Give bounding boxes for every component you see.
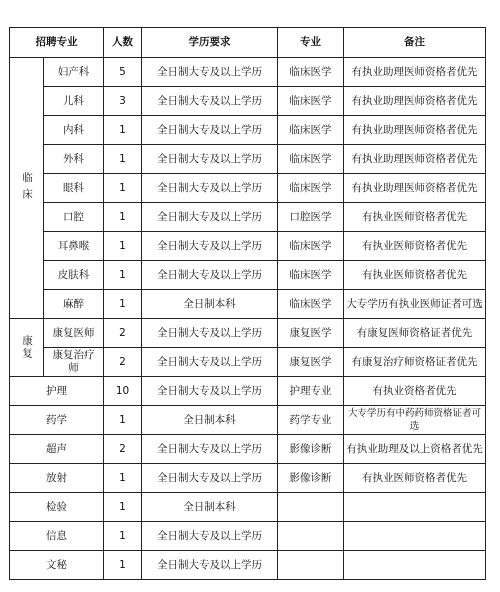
education-cell: 全日制大专及以上学历 <box>142 464 278 493</box>
education-cell: 全日制大专及以上学历 <box>142 203 278 232</box>
count-cell: 2 <box>104 348 142 377</box>
dept-cell: 眼科 <box>44 174 104 203</box>
specialty-cell: 影像诊断 <box>278 435 344 464</box>
count-cell: 1 <box>104 203 142 232</box>
education-cell: 全日制大专及以上学历 <box>142 319 278 348</box>
table-row <box>10 522 486 551</box>
education-cell: 全日制大专及以上学历 <box>142 87 278 116</box>
education-cell: 全日制大专及以上学历 <box>142 377 278 406</box>
specialty-cell: 临床医学 <box>278 290 344 319</box>
count-cell: 1 <box>104 116 142 145</box>
dept-cell: 护理 <box>10 377 104 406</box>
dept-cell: 外科 <box>44 145 104 174</box>
specialty-cell: 护理专业 <box>278 377 344 406</box>
table-row <box>10 348 486 377</box>
count-cell: 5 <box>104 58 142 87</box>
remarks-cell: 有执业助理医师资格者优先 <box>344 174 486 203</box>
count-cell: 1 <box>104 406 142 435</box>
table-row <box>10 145 486 174</box>
specialty-cell: 影像诊断 <box>278 464 344 493</box>
remarks-cell <box>344 522 486 551</box>
specialty-cell: 临床医学 <box>278 261 344 290</box>
remarks-cell: 有执业资格者优先 <box>344 377 486 406</box>
remarks-cell: 有执业医师资格者优先 <box>344 232 486 261</box>
specialty-cell: 临床医学 <box>278 174 344 203</box>
education-cell: 全日制大专及以上学历 <box>142 232 278 261</box>
education-cell: 全日制大专及以上学历 <box>142 116 278 145</box>
education-cell: 全日制本科 <box>142 290 278 319</box>
education-cell: 全日制大专及以上学历 <box>142 145 278 174</box>
dept-cell: 麻醉 <box>44 290 104 319</box>
count-cell: 2 <box>104 319 142 348</box>
group-clinical: 临床 <box>10 58 44 319</box>
count-cell: 1 <box>104 145 142 174</box>
dept-cell: 儿科 <box>44 87 104 116</box>
header-remarks: 备注 <box>344 28 486 58</box>
specialty-cell: 临床医学 <box>278 58 344 87</box>
dept-cell: 皮肤科 <box>44 261 104 290</box>
dept-cell: 信息 <box>10 522 104 551</box>
dept-cell: 康复医师 <box>44 319 104 348</box>
dept-cell: 放射 <box>10 464 104 493</box>
recruitment-table <box>9 27 486 580</box>
count-cell: 3 <box>104 87 142 116</box>
table-row <box>10 493 486 522</box>
dept-cell: 口腔 <box>44 203 104 232</box>
dept-cell: 妇产科 <box>44 58 104 87</box>
specialty-cell: 临床医学 <box>278 87 344 116</box>
header-education: 学历要求 <box>142 28 278 58</box>
specialty-cell: 口腔医学 <box>278 203 344 232</box>
header-row <box>10 28 486 58</box>
remarks-cell <box>344 493 486 522</box>
remarks-cell: 大专学历有执业医师证者可选 <box>344 290 486 319</box>
specialty-cell: 药学专业 <box>278 406 344 435</box>
table-row <box>10 377 486 406</box>
education-cell: 全日制大专及以上学历 <box>142 435 278 464</box>
education-cell: 全日制大专及以上学历 <box>142 551 278 580</box>
count-cell: 1 <box>104 551 142 580</box>
education-cell: 全日制大专及以上学历 <box>142 58 278 87</box>
education-cell: 全日制本科 <box>142 493 278 522</box>
dept-cell: 超声 <box>10 435 104 464</box>
remarks-cell: 有执业助理及以上资格者优先 <box>344 435 486 464</box>
count-cell: 10 <box>104 377 142 406</box>
specialty-cell: 康复医学 <box>278 348 344 377</box>
table-row <box>10 87 486 116</box>
count-cell: 1 <box>104 290 142 319</box>
education-cell: 全日制本科 <box>142 406 278 435</box>
remarks-cell: 有执业医师资格者优先 <box>344 203 486 232</box>
table-row <box>10 290 486 319</box>
education-cell: 全日制大专及以上学历 <box>142 261 278 290</box>
remarks-cell: 有康复医师资格证者优先 <box>344 319 486 348</box>
remarks-cell <box>344 551 486 580</box>
dept-cell: 检验 <box>10 493 104 522</box>
remarks-cell: 有康复治疗师资格证者优先 <box>344 348 486 377</box>
count-cell: 2 <box>104 435 142 464</box>
table-row <box>10 232 486 261</box>
remarks-cell: 有执业助理医师资格者优先 <box>344 116 486 145</box>
table-row <box>10 319 486 348</box>
education-cell: 全日制大专及以上学历 <box>142 348 278 377</box>
remarks-cell: 有执业助理医师资格者优先 <box>344 58 486 87</box>
count-cell: 1 <box>104 464 142 493</box>
dept-cell: 康复治疗师 <box>44 348 104 377</box>
count-cell: 1 <box>104 522 142 551</box>
table-row <box>10 261 486 290</box>
table-row <box>10 58 486 87</box>
group-rehab: 康复 <box>10 319 44 377</box>
remarks-cell: 有执业助理医师资格者优先 <box>344 145 486 174</box>
education-cell: 全日制大专及以上学历 <box>142 174 278 203</box>
count-cell: 1 <box>104 493 142 522</box>
header-major: 招聘专业 <box>10 28 104 58</box>
table-row <box>10 464 486 493</box>
table-row <box>10 203 486 232</box>
header-count: 人数 <box>104 28 142 58</box>
table-row <box>10 435 486 464</box>
remarks-cell: 有执业助理医师资格者优先 <box>344 87 486 116</box>
remarks-cell: 大专学历有中药药师资格证者可选 <box>344 406 486 435</box>
count-cell: 1 <box>104 232 142 261</box>
dept-cell: 文秘 <box>10 551 104 580</box>
specialty-cell: 临床医学 <box>278 232 344 261</box>
remarks-cell: 有执业医师资格者优先 <box>344 464 486 493</box>
table-row <box>10 551 486 580</box>
dept-cell: 药学 <box>10 406 104 435</box>
table-row <box>10 174 486 203</box>
specialty-cell <box>278 493 344 522</box>
specialty-cell <box>278 522 344 551</box>
specialty-cell: 康复医学 <box>278 319 344 348</box>
table-row <box>10 406 486 435</box>
remarks-cell: 有执业医师资格者优先 <box>344 261 486 290</box>
specialty-cell <box>278 551 344 580</box>
dept-cell: 内科 <box>44 116 104 145</box>
specialty-cell: 临床医学 <box>278 116 344 145</box>
count-cell: 1 <box>104 174 142 203</box>
dept-cell: 耳鼻喉 <box>44 232 104 261</box>
header-specialty: 专业 <box>278 28 344 58</box>
table-row <box>10 116 486 145</box>
count-cell: 1 <box>104 261 142 290</box>
education-cell: 全日制大专及以上学历 <box>142 522 278 551</box>
specialty-cell: 临床医学 <box>278 145 344 174</box>
